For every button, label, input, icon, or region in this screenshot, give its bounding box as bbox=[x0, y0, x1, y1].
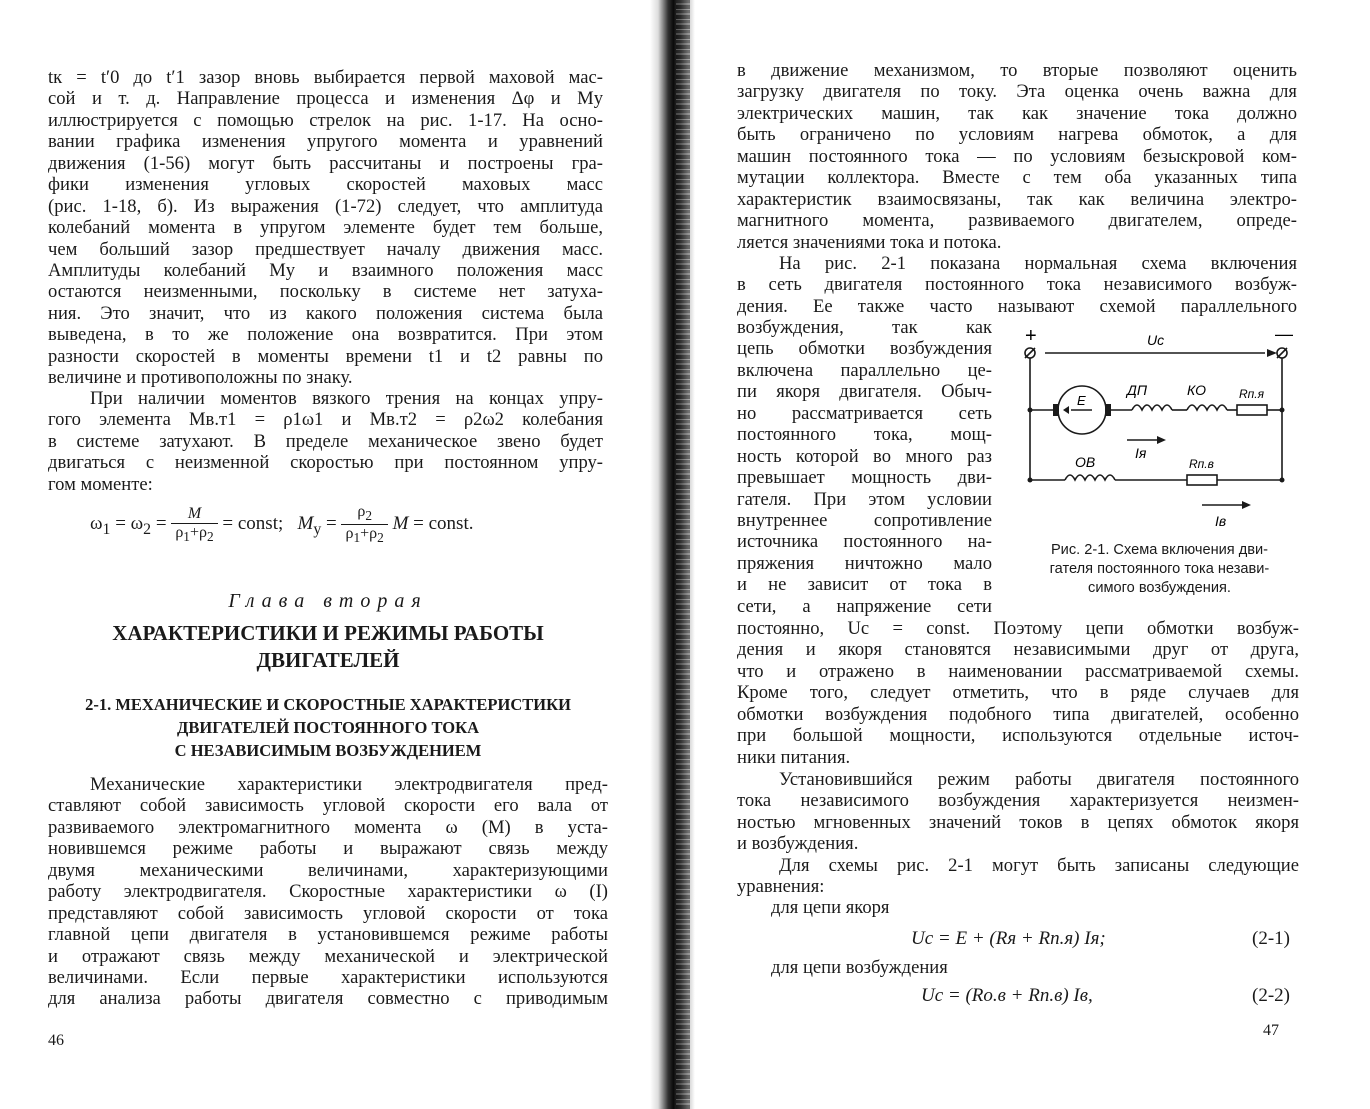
page-edges bbox=[676, 0, 690, 1109]
text-line: (рис. 1-18, б). Из выражения (1-72) следует, что амплитуда bbox=[48, 195, 603, 217]
title-line: ХАРАКТЕРИСТИКИ И РЕЖИМЫ РАБОТЫ bbox=[112, 621, 544, 645]
text-line: ляется значениями тока и потока. bbox=[737, 231, 1002, 253]
label-dp: ДП bbox=[1127, 382, 1148, 398]
page-number: 46 bbox=[48, 1032, 64, 1049]
text-line: цепь обмотки возбуждения bbox=[737, 338, 992, 360]
paragraph bbox=[737, 253, 1297, 317]
text-line: сети, а напряжение сети bbox=[737, 595, 992, 617]
figure-caption bbox=[1012, 541, 1307, 598]
text-line: ность которой во много раз bbox=[737, 445, 992, 467]
text-line: в движение механизмом, то вторые позволяют оценить bbox=[737, 60, 1297, 81]
text-line: разности скоростей в моменты времени t1 и t2 равны по bbox=[48, 345, 603, 367]
text-line: ставляют собой зависимость угловой скорости его вала от bbox=[48, 795, 608, 817]
text-line: но рассматривается сеть bbox=[737, 402, 992, 424]
equation: Uс = E + (Rя + Rп.я) Iя; bbox=[911, 928, 1106, 949]
equation-number: (2-1) bbox=[1252, 928, 1290, 949]
text-line: работу электродвигателя. Скоростные характеристики ω (I) bbox=[48, 881, 608, 903]
title-line: С НЕЗАВИСИМЫМ ВОЗБУЖДЕНИЕМ bbox=[174, 741, 482, 760]
label-iya: Iя bbox=[1135, 445, 1147, 461]
text-line: двигаться с неизменной скоростью при постоянном упру- bbox=[48, 452, 603, 474]
text-line: представляют собой зависимость угловой скорости от тока bbox=[48, 902, 608, 924]
text-line: машин постоянного тока — по условиям безыскровой ком- bbox=[737, 145, 1297, 167]
equation-label: для цепи якоря bbox=[771, 897, 890, 918]
paragraph bbox=[737, 618, 1299, 768]
paragraph bbox=[737, 855, 1299, 898]
chapter-title bbox=[48, 620, 608, 674]
text-line: главной цепи двигателя в установившемся режиме работы bbox=[48, 924, 608, 946]
minus-terminal: — bbox=[1275, 325, 1293, 344]
text-line: величине и противоположны по знаку. bbox=[48, 367, 353, 389]
text-line: развиваемого электромагнитного момента ω (M) в уста- bbox=[48, 816, 608, 838]
text-line: пи якоря двигателя. Обыч- bbox=[737, 381, 992, 403]
text-line: выведена, в то же положение она возвратится. При этом bbox=[48, 324, 603, 346]
text-line: постоянно, Uс = const. Поэтому цепи обмотки возбуж- bbox=[737, 618, 1299, 639]
text-line: быть ограничено по условиям нагрева обмоток, а для bbox=[737, 124, 1297, 146]
text-line: загрузку двигателя по току. Эта оценка очень важна для bbox=[737, 81, 1297, 103]
text-line: колебаний момента в упругом элементе будет тем больше, bbox=[48, 217, 603, 239]
text-line: вании графика изменения упругого момента и уравнений bbox=[48, 131, 603, 153]
text-line: внутреннее сопротивление bbox=[737, 509, 992, 531]
paragraph-wrap bbox=[737, 317, 992, 617]
text-line: ники питания. bbox=[737, 746, 851, 768]
text-line: включена параллельно це- bbox=[737, 359, 992, 381]
label-e: E bbox=[1077, 393, 1086, 408]
text-line: и отражают связь между механической и электрической bbox=[48, 945, 608, 967]
equation-label: для цепи возбуждения bbox=[771, 957, 948, 978]
text-line: При наличии моментов вязкого трения на концах упру- bbox=[90, 388, 603, 409]
title-line: 2-1. МЕХАНИЧЕСКИЕ И СКОРОСТНЫЕ ХАРАКТЕРИСТИКИ bbox=[85, 695, 571, 714]
text-line: уравнения: bbox=[737, 876, 825, 898]
text-line: мутации коллектора. Вместе с тем оба указанных типа bbox=[737, 167, 1297, 189]
text-line: обмотки возбуждения подобного типа двигателей, особенно bbox=[737, 703, 1299, 725]
label-rpya: Rп.я bbox=[1239, 387, 1265, 401]
equation: Uс = (Rо.в + Rп.в) Iв, bbox=[921, 985, 1093, 1006]
text-line: характеристик взаимосвязаны, так как величина электро- bbox=[737, 188, 1297, 210]
text-line: при большой мощности, используются отдельные источ- bbox=[737, 725, 1299, 747]
text-line: пряжения ничтожно мало bbox=[737, 552, 992, 574]
text-line: что и отражено в наименовании рассматриваемой схемы. bbox=[737, 660, 1299, 682]
text-line: возбуждения, так как bbox=[737, 317, 992, 338]
text-line: остаются неизменными, поскольку в системе нет затуха- bbox=[48, 281, 603, 303]
text-line: постоянного тока, мощ- bbox=[737, 424, 992, 446]
right-page bbox=[695, 0, 1370, 1109]
text-line: магнитного момента, развиваемого двигателем, опреде- bbox=[737, 210, 1297, 232]
text-line: дения. Ее также часто называют схемой параллельного bbox=[737, 295, 1297, 317]
text-line: Кроме того, следует отметить, что в ряде случаев для bbox=[737, 682, 1299, 704]
text-line: ния. Это значит, что из какого положения система была bbox=[48, 302, 603, 324]
text-line: ностью мгновенных значений токов в цепях обмоток якоря bbox=[737, 811, 1299, 833]
text-line: в системе затухают. В пределе механическое звено будет bbox=[48, 430, 603, 452]
paragraph bbox=[737, 769, 1299, 855]
text-line: в сеть двигателя постоянного тока независимого возбуж- bbox=[737, 274, 1297, 296]
paragraph bbox=[737, 60, 1297, 253]
text-line: Амплитуды колебаний Mу и взаимного положения масс bbox=[48, 259, 603, 281]
text-line: Механические характеристики электродвигателя пред- bbox=[90, 774, 608, 795]
label-ko: КО bbox=[1187, 382, 1206, 398]
text-line: источника постоянного на- bbox=[737, 531, 992, 553]
text-line: гом моменте: bbox=[48, 473, 153, 495]
text-line: гателя. При этом условии bbox=[737, 488, 992, 510]
text-line: чем больший зазор предшествует началу движения масс. bbox=[48, 238, 603, 260]
text-line: Для схемы рис. 2-1 могут быть записаны следующие bbox=[779, 855, 1299, 876]
left-page bbox=[0, 0, 650, 1109]
text-line: дения и якоря становятся независимыми друг от друга, bbox=[737, 639, 1299, 661]
text-line: Установившийся режим работы двигателя постоянного bbox=[779, 769, 1299, 790]
chapter-label: Глава вторая bbox=[228, 590, 428, 612]
text-line: гого элемента Mв.т1 = ρ1ω1 и Mв.т2 = ρ2ω2 колебания bbox=[48, 409, 603, 431]
formula: $\omega_1 = \omega_2$ = $\frac{M}{\rho_1+\rho_2}$ = const; $M_у$ = $\frac{\rho_2}{\rho_1+\rho_2}$ M = const. bbox=[90, 503, 474, 546]
text-line: электрических машин, так как значение тока должно bbox=[737, 102, 1297, 124]
title-line: ДВИГАТЕЛЕЙ bbox=[256, 648, 400, 672]
text-line: двумя механическими величинами, характеризующими bbox=[48, 859, 608, 881]
text-line: и возбуждения. bbox=[737, 833, 859, 855]
text-line: фики изменения угловых скоростей маховых масс bbox=[48, 174, 603, 196]
text-line: и не зависит от тока в bbox=[737, 574, 992, 596]
text-line: tк = t′0 до t′1 зазор вновь выбирается первой маховой мас- bbox=[48, 67, 603, 88]
text-line: тока независимого возбуждения характеризуется неизмен- bbox=[737, 790, 1299, 812]
section-title bbox=[48, 693, 608, 762]
page-number: 47 bbox=[1263, 1022, 1279, 1039]
label-uc: Uс bbox=[1147, 332, 1165, 348]
paragraph bbox=[48, 774, 608, 1010]
label-ov: ОВ bbox=[1075, 454, 1096, 470]
title-line: ДВИГАТЕЛЕЙ ПОСТОЯННОГО ТОКА bbox=[177, 718, 479, 737]
text-line: превышает мощность дви- bbox=[737, 467, 992, 489]
text-line: сой и т. д. Направление процесса и изменения Δφ и Mу bbox=[48, 88, 603, 110]
text-line: На рис. 2-1 показана нормальная схема включения bbox=[779, 253, 1297, 274]
text-line: иллюстрируется с помощью стрелок на рис. 1-17. На осно- bbox=[48, 109, 603, 131]
title-line: Рис. 2-1. Схема включения дви- bbox=[1050, 542, 1269, 558]
text-line: движения (1-56) могут быть рассчитаны и построены гра- bbox=[48, 152, 603, 174]
title-line: симого возбуждения. bbox=[1088, 580, 1231, 596]
plus-terminal: + bbox=[1025, 325, 1037, 347]
text-line: для анализа работы двигателя совместно с приводимым bbox=[48, 988, 608, 1010]
equation-number: (2-2) bbox=[1252, 985, 1290, 1006]
paragraph bbox=[48, 67, 603, 389]
paragraph bbox=[48, 388, 603, 495]
text-line: величинами. Если первые характеристики используются bbox=[48, 966, 608, 988]
text-line: новившемся режиме работы и выражают связь между bbox=[48, 838, 608, 860]
label-iv: Iв bbox=[1215, 513, 1227, 529]
title-line: гателя постоянного тока незави- bbox=[1049, 561, 1270, 577]
circuit-diagram bbox=[1017, 325, 1307, 535]
label-rpv: Rп.в bbox=[1189, 457, 1214, 471]
